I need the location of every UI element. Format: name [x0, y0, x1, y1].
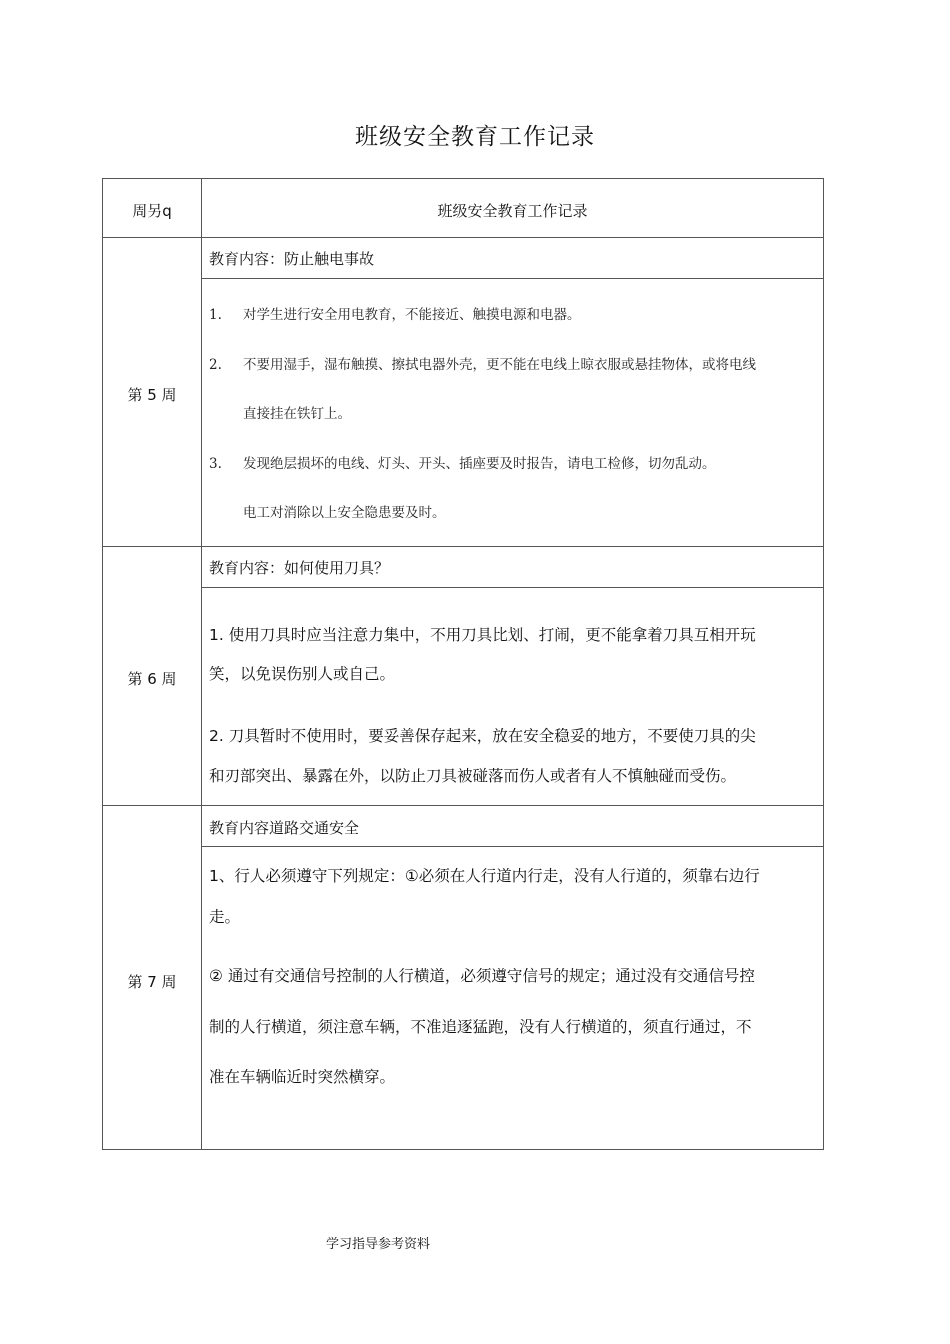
week-label: 第 7 周 [127, 973, 177, 991]
column-divider [201, 179, 202, 1149]
topic-heading: 教育内容：如何使用刀具？ [209, 559, 390, 577]
footer-note: 学习指导参考资料 [326, 1237, 431, 1252]
paragraph-line: 笑，以免误伤别人或自己。 [209, 665, 396, 683]
list-item: 直接挂在铁钉上。 [243, 406, 351, 422]
list-item: 2. 不要用湿手，湿布触摸、擦拭电器外壳，更不能在电线上晾衣服或悬挂物体，或将电线 [209, 357, 756, 373]
paragraph-line: 2. 刀具暂时不使用时，要妥善保存起来，放在安全稳妥的地方，不要使刀具的尖 [209, 727, 756, 745]
week-label: 第 5 周 [127, 386, 177, 404]
row-divider [202, 587, 823, 588]
record-table [102, 178, 824, 1150]
list-item: 1. 对学生进行安全用电教育，不能接近、触摸电源和电器。 [209, 307, 581, 323]
topic-heading: 教育内容道路交通安全 [209, 819, 360, 837]
paragraph-line: 1、行人必须遵守下列规定：①必须在人行道内行走，没有人行道的，须靠右边行 [209, 867, 760, 885]
row-divider [202, 278, 823, 279]
paragraph-line: 和刃部突出、暴露在外，以防止刀具被碰落而伤人或者有人不慎触碰而受伤。 [209, 767, 737, 785]
paragraph-line: 1. 使用刀具时应当注意力集中，不用刀具比划、打闹，更不能拿着刀具互相开玩 [209, 626, 756, 644]
row-divider [103, 546, 823, 547]
paragraph-line: ② 通过有交通信号控制的人行横道，必须遵守信号的规定；通过没有交通信号控 [209, 967, 755, 985]
week-label: 第 6 周 [127, 670, 177, 688]
topic-heading: 教育内容：防止触电事故 [209, 250, 375, 268]
row-divider [103, 805, 823, 806]
row-divider [202, 846, 823, 847]
header-record-label: 班级安全教育工作记录 [437, 202, 588, 220]
paragraph-line: 准在车辆临近时突然横穿。 [209, 1068, 396, 1086]
header-week-label: 周另q [132, 202, 172, 220]
paragraph-line: 走。 [209, 908, 241, 926]
list-item: 3. 发现绝层损坏的电线、灯头、开头、插座要及时报告，请电工检修，切勿乱动。 [209, 456, 716, 472]
list-item: 电工对消除以上安全隐患要及时。 [243, 505, 446, 521]
row-divider [103, 237, 823, 238]
page-title: 班级安全教育工作记录 [355, 124, 595, 150]
paragraph-line: 制的人行横道，须注意车辆，不准追逐猛跑，没有人行横道的，须直行通过，不 [209, 1018, 752, 1036]
